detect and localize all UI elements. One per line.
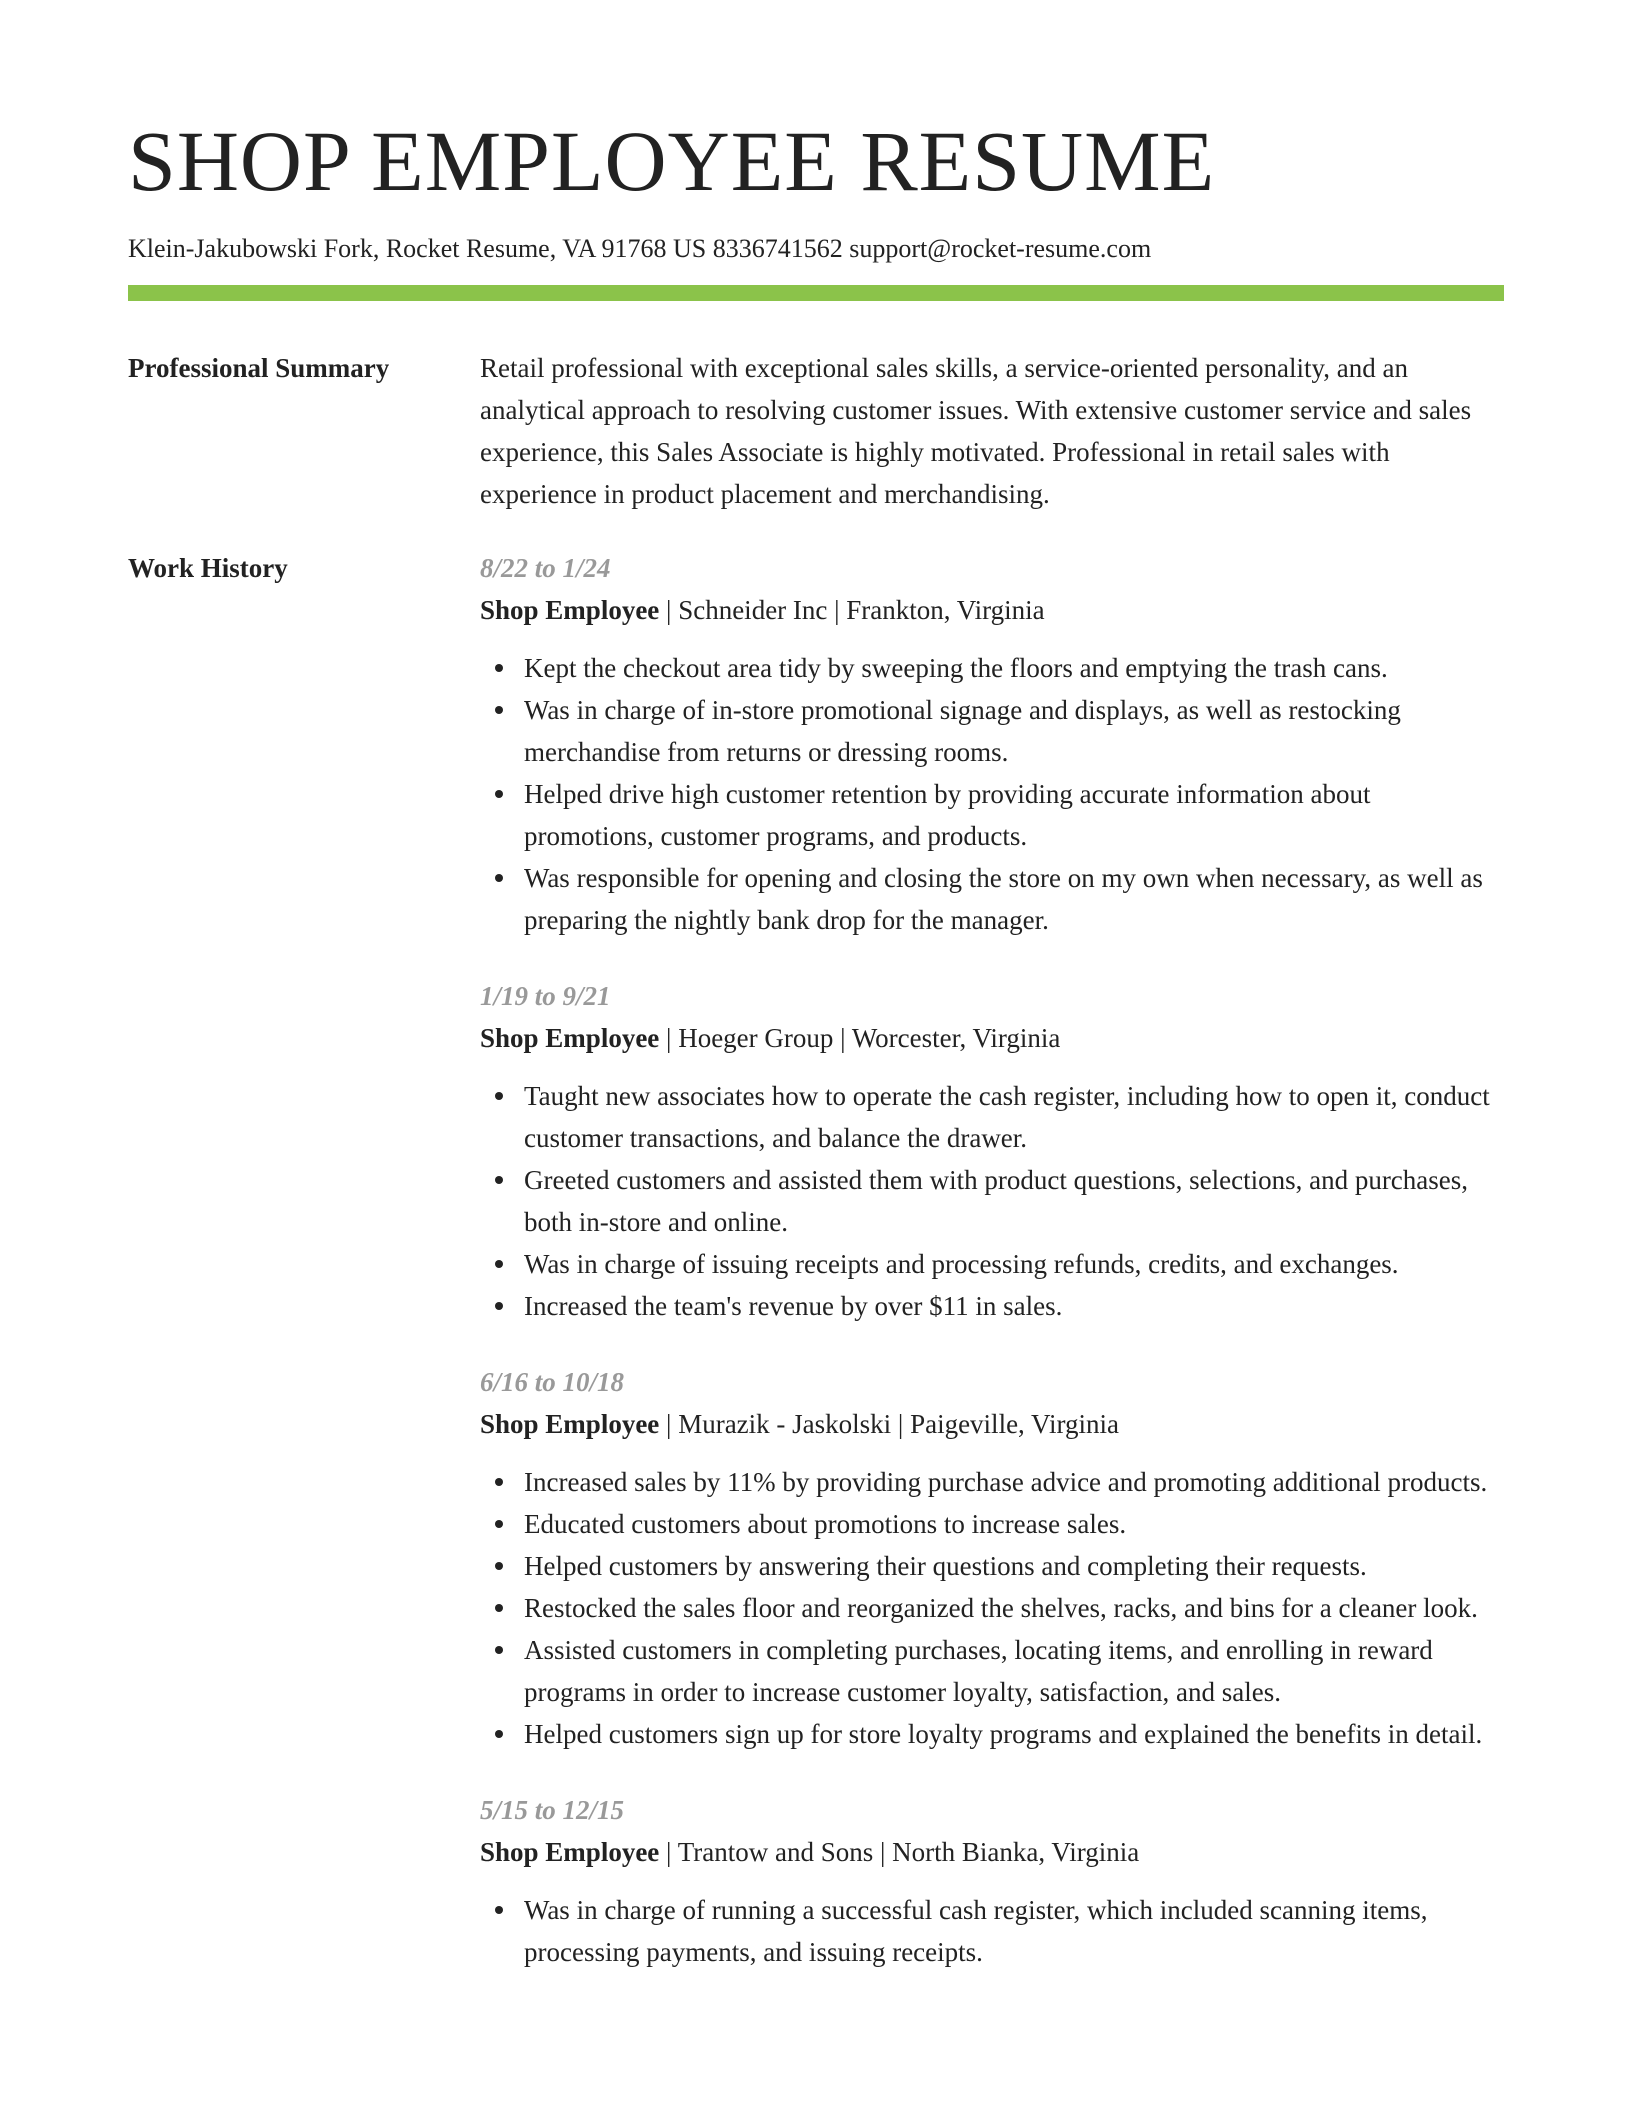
- bullet-dot-icon: [495, 1906, 503, 1914]
- list-item: [524, 773, 1504, 857]
- job-entry: [480, 1789, 1504, 1973]
- bullet-dot-icon: [495, 1478, 503, 1486]
- bullet-text: Was in charge of running a successful cash register, which included scanning items, processing payments, and issuing receipts.: [524, 1895, 1428, 1967]
- bullet-text: Restocked the sales floor and reorganized the shelves, racks, and bins for a cleaner look.: [524, 1593, 1478, 1623]
- bullet-dot-icon: [495, 1302, 503, 1310]
- job-company-location: | Murazik - Jaskolski | Paigeville, Virginia: [659, 1409, 1119, 1439]
- list-item: [524, 647, 1504, 689]
- bullet-text: Greeted customers and assisted them with product questions, selections, and purchases, both in-store and online.: [524, 1165, 1469, 1237]
- job-entry: [480, 547, 1504, 941]
- list-item: [524, 1461, 1504, 1503]
- bullet-text: Was responsible for opening and closing the store on my own when necessary, as well as preparing the nightly bank drop for the manager.: [524, 863, 1483, 935]
- bullet-dot-icon: [495, 790, 503, 798]
- job-entry: [480, 975, 1504, 1327]
- summary-body: [480, 347, 1504, 515]
- bullet-text: Helped customers sign up for store loyalty programs and explained the benefits in detail.: [524, 1719, 1483, 1749]
- job-dates: 6/16 to 10/18: [480, 1367, 625, 1397]
- list-item: [524, 1075, 1504, 1159]
- job-dates: 1/19 to 9/21: [480, 981, 611, 1011]
- bullet-text: Taught new associates how to operate the cash register, including how to open it, conduct customer transactions, and balance the drawer.: [524, 1081, 1490, 1153]
- list-item: [524, 1159, 1504, 1243]
- list-item: [524, 1889, 1504, 1973]
- bullet-text: Was in charge of in-store promotional signage and displays, as well as restocking merchandise from returns or dressing rooms.: [524, 695, 1401, 767]
- job-title-line: [480, 1831, 1504, 1873]
- bullet-dot-icon: [495, 706, 503, 714]
- list-item: [524, 1243, 1504, 1285]
- list-item: [524, 1629, 1504, 1713]
- bullet-dot-icon: [495, 1092, 503, 1100]
- list-item: [524, 1713, 1504, 1755]
- job-title-line: [480, 1017, 1504, 1059]
- list-item: [524, 1503, 1504, 1545]
- bullet-text: Helped drive high customer retention by providing accurate information about promotions, customer programs, and products.: [524, 779, 1371, 851]
- bullet-dot-icon: [495, 1646, 503, 1654]
- bullet-dot-icon: [495, 1520, 503, 1528]
- accent-divider: [128, 285, 1504, 301]
- bullet-dot-icon: [495, 664, 503, 672]
- job-title-line: [480, 589, 1504, 631]
- resume-title: SHOP EMPLOYEE RESUME: [128, 113, 1216, 209]
- section-label-work-history: Work History: [128, 553, 288, 583]
- bullet-dot-icon: [495, 1260, 503, 1268]
- bullet-text: Was in charge of issuing receipts and processing refunds, credits, and exchanges.: [524, 1249, 1399, 1279]
- bullet-dot-icon: [495, 874, 503, 882]
- section-label-professional-summary: Professional Summary: [128, 353, 390, 383]
- bullet-dot-icon: [495, 1562, 503, 1570]
- list-item: [524, 689, 1504, 773]
- job-title: Shop Employee: [480, 1409, 660, 1439]
- job-title-line: [480, 1403, 1504, 1445]
- contact-line: Klein-Jakubowski Fork, Rocket Resume, VA 91768 US 8336741562 support@rocket-resume.com: [128, 234, 1152, 263]
- bullet-dot-icon: [495, 1604, 503, 1612]
- job-dates: 5/15 to 12/15: [480, 1795, 625, 1825]
- job-entry: [480, 1361, 1504, 1755]
- job-company-location: | Hoeger Group | Worcester, Virginia: [659, 1023, 1061, 1053]
- job-company-location: | Schneider Inc | Frankton, Virginia: [659, 595, 1045, 625]
- job-company-location: | Trantow and Sons | North Bianka, Virginia: [659, 1837, 1140, 1867]
- job-title: Shop Employee: [480, 595, 660, 625]
- job-bullet-list: [480, 1889, 1504, 1973]
- bullet-text: Kept the checkout area tidy by sweeping the floors and emptying the trash cans.: [524, 653, 1388, 683]
- list-item: [524, 857, 1504, 941]
- list-item: [524, 1545, 1504, 1587]
- job-bullet-list: [480, 647, 1504, 941]
- work-history-body: [480, 547, 1504, 2007]
- list-item: [524, 1587, 1504, 1629]
- bullet-text: Helped customers by answering their questions and completing their requests.: [524, 1551, 1367, 1581]
- list-item: [524, 1285, 1504, 1327]
- job-bullet-list: [480, 1075, 1504, 1327]
- bullet-text: Increased the team's revenue by over $11 in sales.: [524, 1291, 1063, 1321]
- bullet-text: Assisted customers in completing purchases, locating items, and enrolling in reward programs in order to increase customer loyalty, satisfaction, and sales.: [524, 1635, 1433, 1707]
- bullet-text: Educated customers about promotions to increase sales.: [524, 1509, 1127, 1539]
- job-bullet-list: [480, 1461, 1504, 1755]
- bullet-text: Increased sales by 11% by providing purchase advice and promoting additional products.: [524, 1467, 1488, 1497]
- job-dates: 8/22 to 1/24: [480, 553, 611, 583]
- summary-text: Retail professional with exceptional sales skills, a service-oriented personality, and an analytical approach to resolving customer issues. With extensive customer service and sales experience, this Sales Associate is highly motivated. Professional in retail sales with experience in product placement and merchandising.: [480, 353, 1472, 509]
- job-title: Shop Employee: [480, 1837, 660, 1867]
- bullet-dot-icon: [495, 1176, 503, 1184]
- job-title: Shop Employee: [480, 1023, 660, 1053]
- bullet-dot-icon: [495, 1730, 503, 1738]
